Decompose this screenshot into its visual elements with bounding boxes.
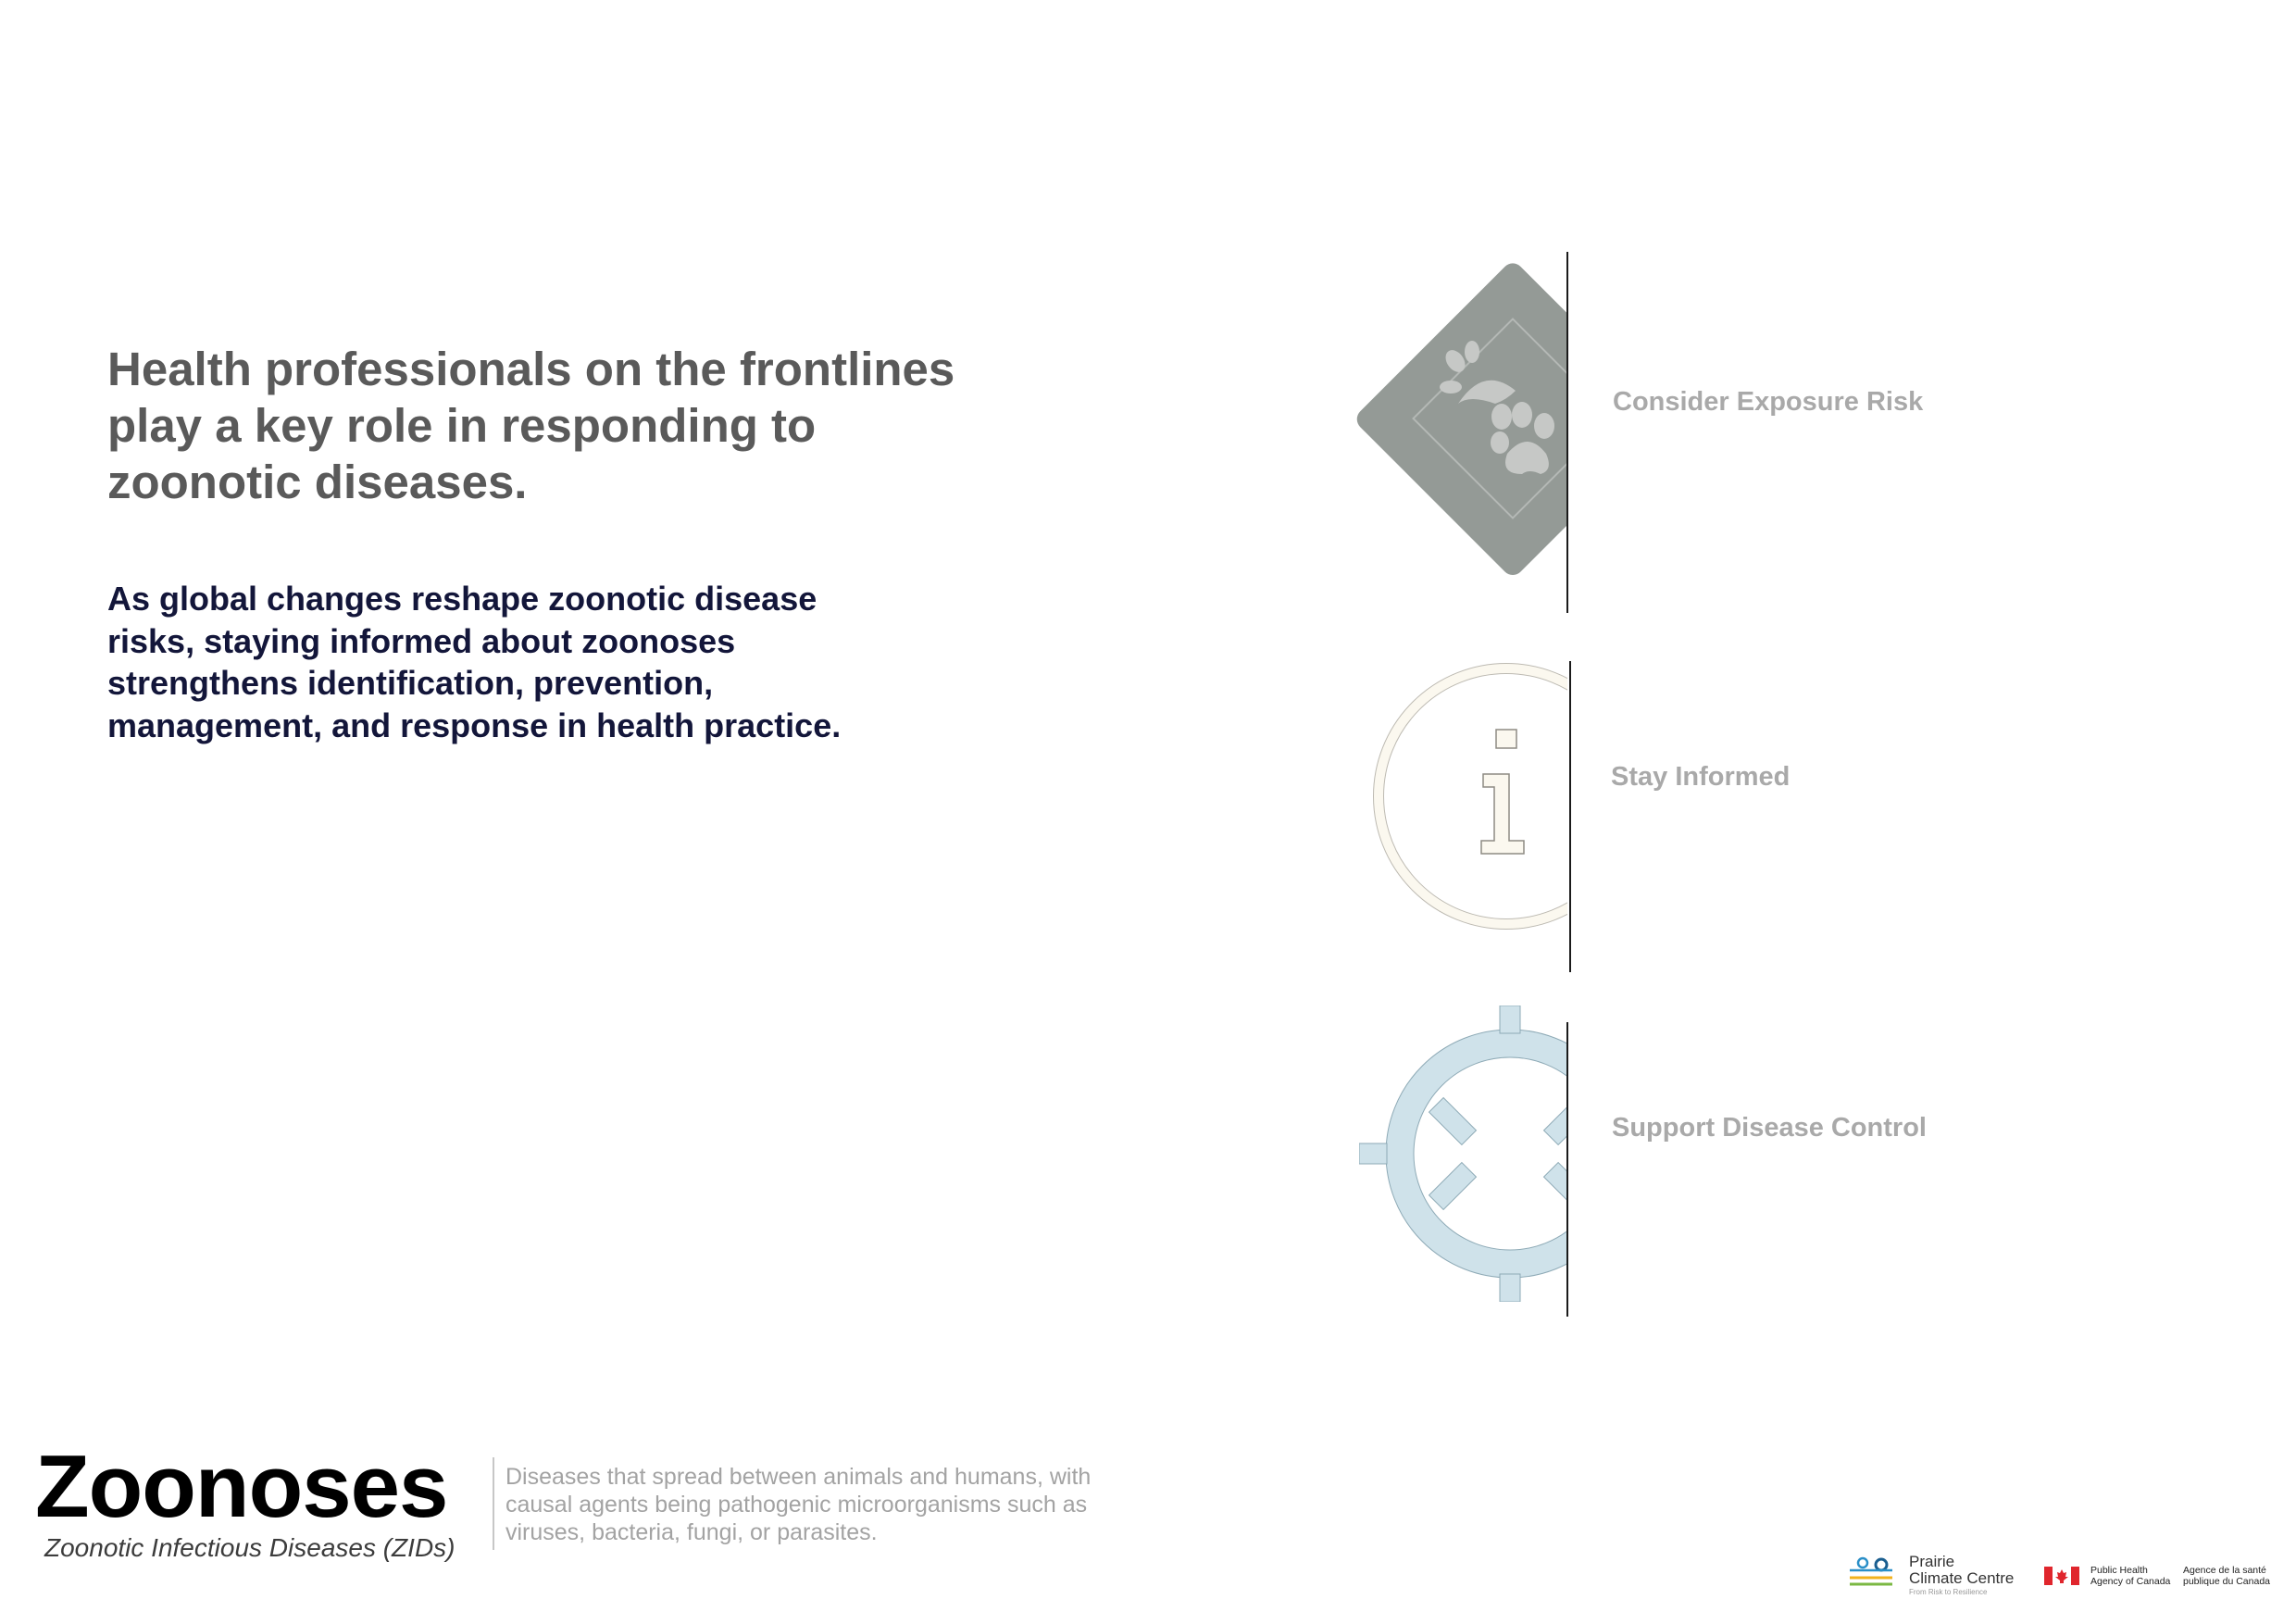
phac-french-wordmark: [2183, 1565, 2270, 1587]
divider-line: [1566, 252, 1568, 613]
footer-description-line: causal agents being pathogenic microorganisms such as: [505, 1492, 1088, 1518]
prairie-tagline: From Risk to Resilience: [1909, 1588, 1988, 1596]
headline-line: play a key role in responding to: [107, 399, 817, 452]
info-circle-icon: [1370, 659, 1568, 937]
intro-paragraph: [107, 578, 941, 746]
phac-fr-line: publique du Canada: [2183, 1576, 2270, 1587]
footer-description-line: viruses, bacteria, fungi, or parasites.: [505, 1519, 878, 1545]
prairie-line: Prairie: [1909, 1553, 1955, 1570]
canada-flag-icon: [2044, 1567, 2079, 1585]
intro-line: management, and response in health practice.: [107, 706, 842, 744]
headline-line: zoonotic diseases.: [107, 456, 528, 508]
footer-title: Zoonoses: [35, 1437, 448, 1536]
footer-description-line: Diseases that spread between animals and humans, with: [505, 1464, 1092, 1490]
intro-line: As global changes reshape zoonotic disease: [107, 580, 817, 618]
prairie-logo-text: [1909, 1554, 2014, 1587]
footer-subtitle: Zoonotic Infectious Diseases (ZIDs): [44, 1533, 455, 1562]
item-label-consider-exposure-risk: Consider Exposure Risk: [1613, 387, 1924, 417]
paw-print-diamond-icon: [1352, 248, 1568, 580]
phac-en-line: Agency of Canada: [2090, 1576, 2171, 1587]
phac-en-line: Public Health: [2090, 1565, 2148, 1576]
divider-line: [1569, 661, 1571, 972]
prairie-line: Climate Centre: [1909, 1569, 2015, 1587]
headline: [107, 341, 996, 510]
footer-divider: [493, 1457, 494, 1550]
intro-line: strengthens identification, prevention,: [107, 664, 714, 702]
divider-line: [1566, 1022, 1568, 1317]
intro-line: risks, staying informed about zoonoses: [107, 621, 736, 660]
crosshair-target-icon: [1359, 1006, 1568, 1302]
footer-description: [505, 1463, 1135, 1546]
phac-fr-line: Agence de la santé: [2183, 1565, 2266, 1576]
item-label-stay-informed: Stay Informed: [1611, 762, 1791, 792]
phac-english-wordmark: [2090, 1565, 2170, 1587]
headline-line: Health professionals on the frontlines: [107, 343, 955, 395]
item-label-support-disease-control: Support Disease Control: [1612, 1113, 1927, 1143]
